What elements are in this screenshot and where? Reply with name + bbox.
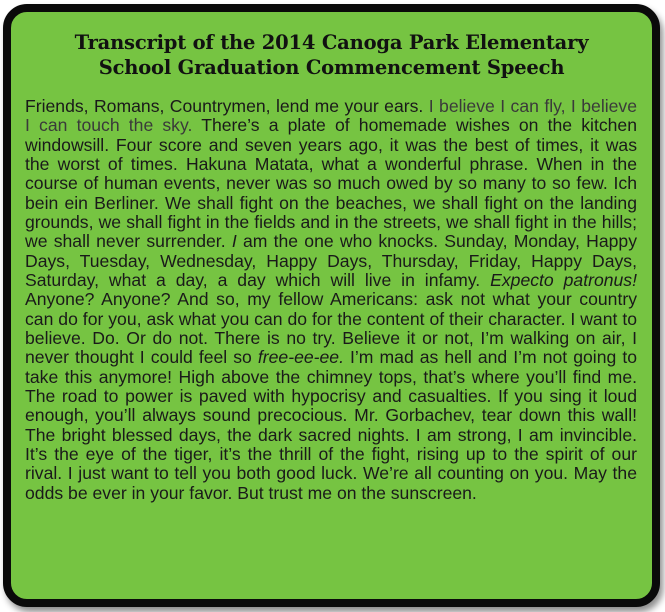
speech-card — [3, 4, 660, 607]
speech-italic-expecto: Expecto patronus! — [490, 269, 637, 290]
speech-italic-i: I — [231, 231, 237, 252]
speech-sentence-9: I’m mad as hell and I’m not going to take this anymore! High above the chimney tops, that’s where you’ll find me. The road to power is paved with hypocrisy and casualties. If you sing it loud enough, you’ll always sound precocious. Mr. Gorbachev, tear down this wall! The bright blessed days, the dark sacred nights. I am strong, I am invincible. It’s the eye of the tiger, it’s the thrill of the fight, rising up to the spirit of our rival. I just want to tell you both good luck. We’re all counting on you. May the odds be ever in your favor. But trust me on the sunscreen. — [25, 347, 637, 503]
speech-sentence-3: There’s a plate of homemade wishes on the kitchen windowsill. Four score and seven years ago, it was the best of times, it was the worst of times. Hakuna Matata, what a wonderful phrase. When in the course of human events, never was so much owed by so many to so few. Ich bein ein Berliner. We shall fight on the beaches, we shall fight on the landing grounds, we shall fight in the fields and in the streets, we shall fight in the hills; we shall never surrender. — [25, 115, 637, 252]
speech-sentence-7: Anyone? Anyone? And so, my fellow Americans: ask not what your country can do for you, ask what you can do for the content of their character. I want to believe. Do. Or do not. There is no try. Believe it or not, I’m walking on air, I never thought I could feel so — [25, 289, 637, 368]
speech-italic-free: free-ee-ee. — [257, 347, 344, 368]
title-line-1: Transcript of the 2014 Canoga Park Elementary — [74, 31, 589, 54]
speech-sentence-2: I believe I can fly, I believe I can touch the sky. — [25, 96, 637, 136]
speech-sentence-5: am the one who knocks. Sunday, Monday, Happy Days, Tuesday, Wednesday, Happy Days, Thursday, Friday, Happy Days, Saturday, what a day, a day which will live in infamy. — [25, 231, 637, 290]
title-line-2: School Graduation Commencement Speech — [98, 56, 565, 79]
page-title — [11, 30, 652, 80]
speech-sentence-1: Friends, Romans, Countrymen, lend me your ears. — [25, 96, 424, 116]
speech-body — [25, 97, 637, 503]
